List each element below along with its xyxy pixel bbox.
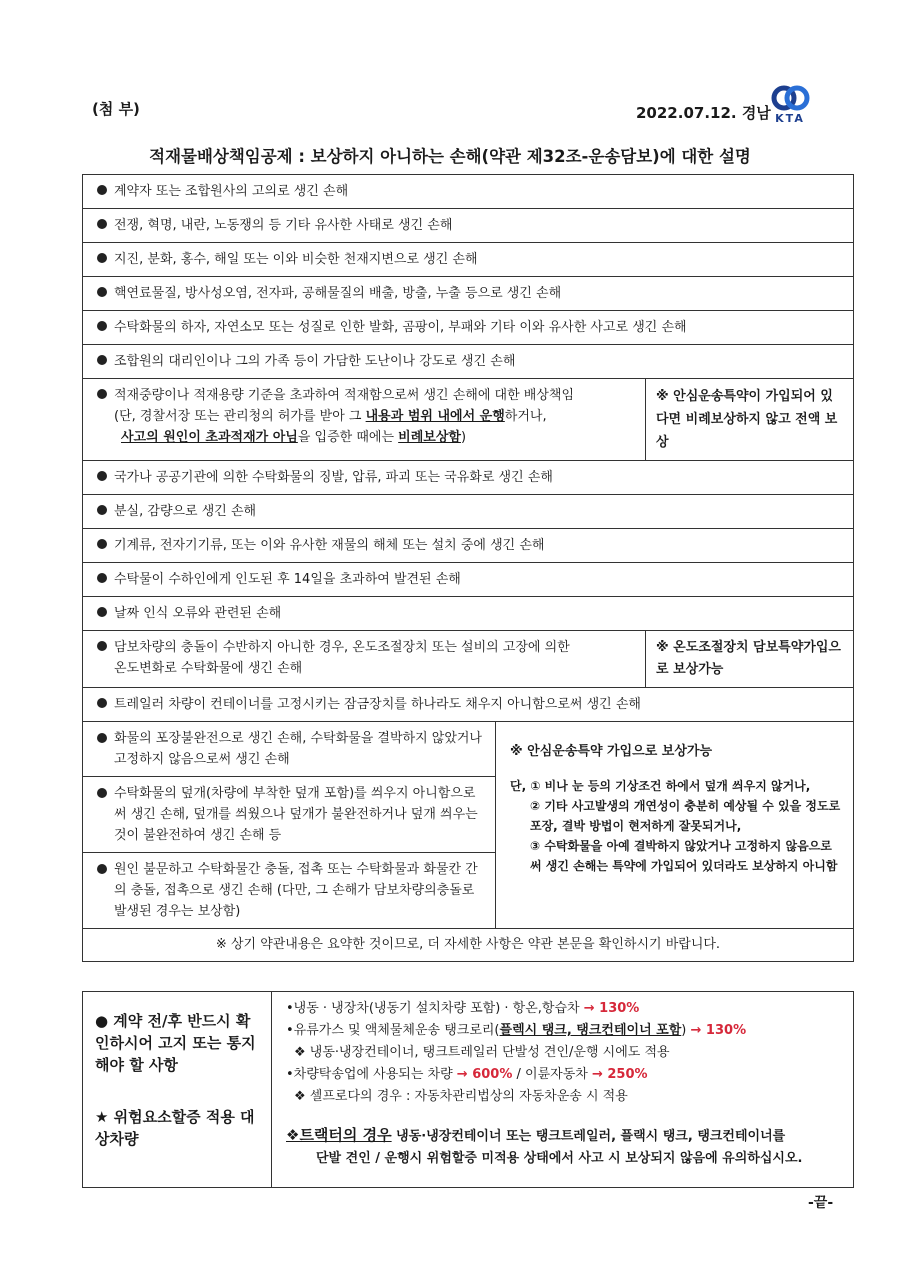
surcharge-side [83, 992, 272, 1187]
item-text: •유류가스 및 액체물체운송 탱크로리( [286, 1023, 500, 1038]
rate-value: → 130% [583, 1001, 640, 1016]
table-row [83, 311, 853, 345]
side-note: ※ 안심운송특약이 가입되어 있다면 비례보상하지 않고 전액 보상 [645, 379, 853, 460]
tractor-notice [286, 1124, 845, 1148]
surcharge-box [82, 991, 854, 1188]
bullet-icon [97, 733, 107, 743]
row-text: 트레일러 차량이 컨테이너를 고정시키는 잠금장치를 하나라도 채우지 아니함으로써 생긴 손해 [114, 697, 641, 712]
row-text: 분실, 감량으로 생긴 손해 [114, 504, 257, 519]
row-text: 을 입증한 때에는 [297, 430, 399, 445]
kta-logo-icon [764, 84, 816, 114]
side-heading: ★ 위험요소할증 적용 대상차량 [95, 1108, 255, 1148]
logo-text: KTA [775, 112, 805, 125]
bullet-icon [97, 253, 107, 263]
page-title: 적재물배상책임공제 : 보상하지 아니하는 손해(약관 제32조-운송담보)에 대한 설명 [149, 147, 751, 166]
bullet-icon [97, 505, 107, 515]
bullet-icon [97, 573, 107, 583]
rate-value: → 250% [591, 1067, 648, 1082]
row-text: 담보차량의 충돌이 수반하지 아니한 경우, 온도조절장치 또는 설비의 고장에 의한 [114, 640, 570, 655]
row-text: 수탁물이 수하인에게 인도된 후 14일을 초과하여 발견된 손해 [114, 572, 461, 587]
special-terms-note [496, 722, 853, 928]
item-text: •차량탁송업에 사용되는 차량 [286, 1067, 453, 1082]
row-text: 온도변화로 수탁화물에 생긴 손해 [114, 661, 303, 676]
table-row [83, 175, 853, 209]
list-item: ❖ 냉동·냉장컨테이너, 탱크트레일러 단발성 견인/운행 시에도 적용 [294, 1045, 670, 1060]
row-text: 원인 불문하고 수탁화물간 충돌, 접촉 또는 수탁화물과 화물칸 간의 충돌, 접촉으로 생긴 손해 (다만, 그 손해가 담보차량의충돌로 발생된 경우는 보상함) [114, 862, 478, 919]
side-heading: ● 계약 전/후 반드시 확인하시어 고지 또는 통지해야 할 사항 [95, 1012, 256, 1074]
side-note: ※ 온도조절장치 담보특약가입으로 보상가능 [645, 631, 853, 687]
row-text: (단, 경찰서장 또는 관리청의 허가를 받아 그 [114, 409, 366, 424]
note-heading: ※ 안심운송특약 가입으로 보상가능 [510, 744, 713, 759]
row-text: 계약자 또는 조합원사의 고의로 생긴 손해 [114, 184, 349, 199]
row-text: 국가나 공공기관에 의한 수탁화물의 징발, 압류, 파괴 또는 국유화로 생긴 손해 [114, 470, 553, 485]
item-text: / 이륜자동차 [512, 1067, 592, 1082]
tractor-notice-line: 단발 견인 / 운행시 위험할증 미적용 상태에서 사고 시 보상되지 않음에 유의하십시오. [316, 1151, 803, 1166]
emphasis-text: ❖트랙터의 경우 [286, 1126, 392, 1144]
end-mark: -끝- [808, 1195, 834, 1211]
bullet-icon [97, 389, 107, 399]
row-text: 기계류, 전자기기류, 또는 이와 유사한 재물의 해체 또는 설치 중에 생긴 손해 [114, 538, 545, 553]
summary-note: ※ 상기 약관내용은 요약한 것이므로, 더 자세한 사항은 약관 본문을 확인하시기 바랍니다. [215, 937, 721, 952]
row-text: 수탁화물의 덮개(차량에 부착한 덮개 포함)를 씌우지 아니함으로써 생긴 손해, 덮개를 씌웠으나 덮개가 불완전하거나 덮개 씌우는 것이 불완전하여 생긴 손해 등 [114, 786, 478, 843]
row-text: ) [460, 430, 467, 445]
table-row [83, 688, 853, 722]
note-line: ② 기타 사고발생의 개연성이 충분히 예상될 수 있을 정도로 포장, 결박 방법이 현저하게 잘못되거나, [530, 799, 841, 833]
bullet-icon [97, 321, 107, 331]
row-text: 하거나, [504, 409, 547, 424]
table-row [83, 243, 853, 277]
list-item [83, 777, 495, 853]
note-line: ③ 수탁화물을 아예 결박하지 않았거나 고정하지 않음으로써 생긴 손해는 특약에 가입되어 있더라도 보상하지 아니함 [530, 839, 838, 873]
exclusions-table [82, 174, 854, 962]
bullet-icon [97, 287, 107, 297]
bullet-icon [97, 864, 107, 874]
bullet-icon [97, 641, 107, 651]
item-text: •냉동 · 냉장차(냉동기 설치차량 포함) · 항온,항습차 [286, 1001, 580, 1016]
list-item [83, 722, 495, 777]
table-row [83, 563, 853, 597]
list-item [286, 1064, 845, 1086]
bullet-icon [97, 471, 107, 481]
table-row [83, 529, 853, 563]
row-text: 날짜 인식 오류와 관련된 손해 [114, 606, 282, 621]
row-text: 적재중량이나 적재용량 기준을 초과하여 적재함으로써 생긴 손해에 대한 배상책임 [114, 388, 575, 403]
table-row [83, 597, 853, 631]
list-item [83, 853, 495, 928]
item-text: ) [681, 1023, 687, 1038]
list-item [286, 1020, 845, 1042]
table-row-temperature [83, 631, 853, 688]
table-row [83, 461, 853, 495]
table-row [83, 495, 853, 529]
surcharge-list [272, 992, 853, 1187]
emphasis-text: 사고의 원인이 초과적재가 아님 [121, 430, 298, 445]
row-text: 조합원의 대리인이나 그의 가족 등이 가담한 도난이나 강도로 생긴 손해 [114, 354, 516, 369]
emphasis-text: 비례보상함 [398, 430, 461, 445]
row-text: 지진, 분화, 홍수, 해일 또는 이와 비슷한 천재지변으로 생긴 손해 [114, 252, 478, 267]
emphasis-text: 내용과 범위 내에서 운행 [365, 409, 505, 424]
table-row [83, 277, 853, 311]
attachment-label: (첨 부) [92, 100, 140, 118]
bullet-icon [97, 698, 107, 708]
row-text: 전쟁, 혁명, 내란, 노동쟁의 등 기타 유사한 사태로 생긴 손해 [114, 218, 453, 233]
table-row [83, 345, 853, 379]
item-text: 냉동·냉장컨테이너 또는 탱크트레일러, 플랙시 탱크, 탱크컨테이너를 [391, 1129, 786, 1144]
kta-logo [764, 84, 816, 130]
rate-value: → 600% [456, 1067, 513, 1082]
bullet-icon [97, 788, 107, 798]
table-row [83, 209, 853, 243]
row-text: 화물의 포장불완전으로 생긴 손해, 수탁화물을 결박하지 않았거나 고정하지 않음으로써 생긴 손해 [114, 731, 482, 767]
bullet-icon [97, 539, 107, 549]
bullet-icon [97, 355, 107, 365]
bullet-icon [97, 607, 107, 617]
row-text: 핵연료물질, 방사성오염, 전자파, 공해물질의 배출, 방출, 누출 등으로 생긴 손해 [114, 286, 562, 301]
list-item [286, 998, 845, 1020]
table-row-overload [83, 379, 853, 461]
note-line: 단, ① 비나 눈 등의 기상조건 하에서 덮개 씌우지 않거나, [510, 779, 811, 793]
bullet-icon [97, 219, 107, 229]
document-date: 2022.07.12. 경남 [636, 104, 771, 122]
bullet-icon [97, 185, 107, 195]
row-text: 수탁화물의 하자, 자연소모 또는 성질로 인한 발화, 곰팡이, 부패와 기타 이와 유사한 사고로 생긴 손해 [114, 320, 687, 335]
list-item: ❖ 셀프로다의 경우 : 자동차관리법상의 자동차운송 시 적용 [294, 1089, 628, 1104]
rate-value: → 130% [690, 1023, 747, 1038]
cargo-group [83, 722, 853, 929]
emphasis-text: 플렉시 탱크, 탱크컨테이너 포함 [499, 1023, 682, 1038]
